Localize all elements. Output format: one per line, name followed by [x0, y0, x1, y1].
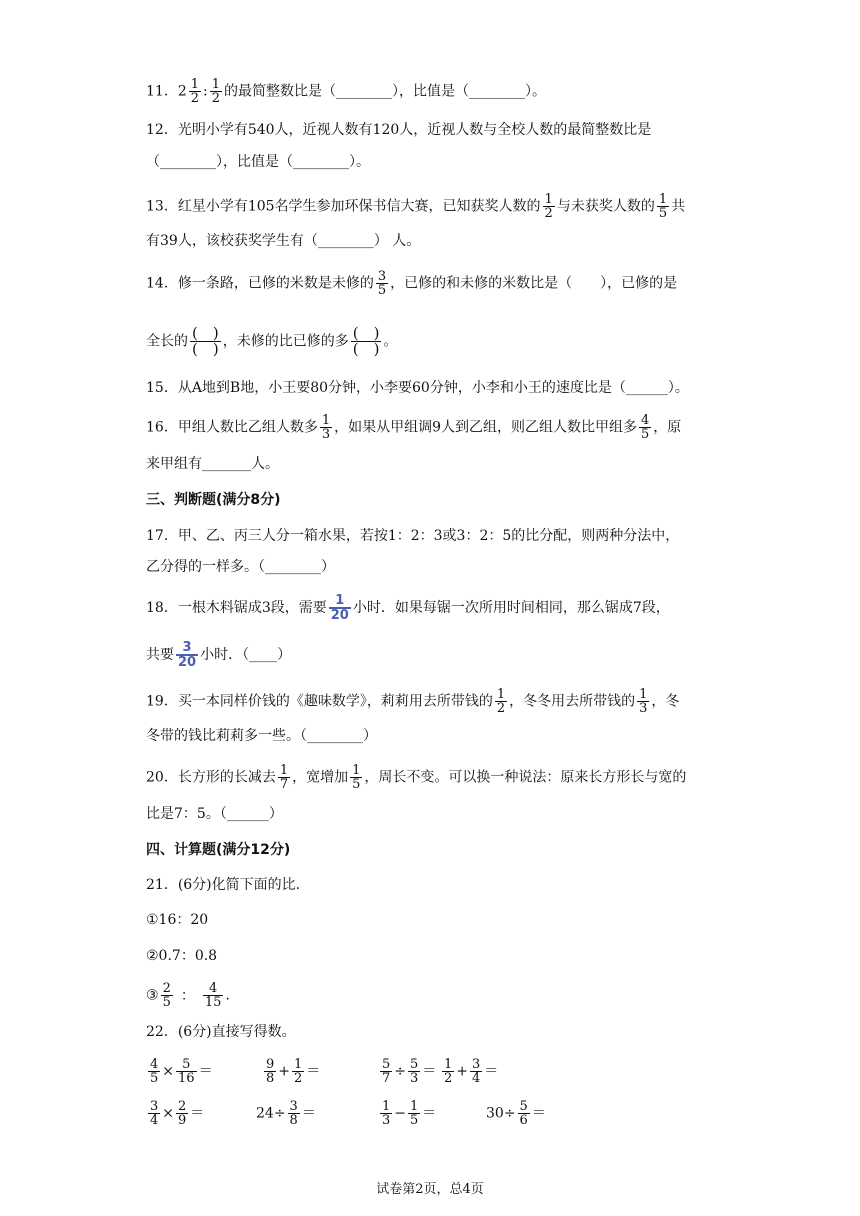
question-22-title: 22．(6分)直接写得数。	[146, 1024, 296, 1040]
calc-item: 30÷ $\frac{5}{6}$ ＝	[486, 1099, 546, 1128]
question-16-line2: 来甲组有_______人。	[146, 456, 279, 472]
question-21-title: 21．(6分)化简下面的比.	[146, 877, 301, 893]
question-17-line2: 乙分得的一样多。（________）	[146, 559, 335, 575]
fraction: $\frac{1}{3}$	[639, 687, 648, 716]
fraction: $\frac{4}{15}$	[204, 981, 222, 1010]
question-13-line1: 13．红星小学有105名学生参加环保书信大赛，已知获奖人数的 $\frac{1}{2}$ 与未获奖人数的 $\frac{1}{5}$ 共	[146, 192, 686, 221]
fraction: $\frac{1}{2}$	[211, 77, 221, 106]
question-12-line2: （________），比值是（________）。	[146, 154, 370, 170]
question-17-line1: 17．甲、乙、丙三人分一箱水果，若按1：2：3或3：2：5的比分配，则两种分法中，	[146, 528, 680, 544]
fraction-image: $\frac{3}{20}$	[178, 640, 197, 670]
blank-fraction: $\frac{( )}{( )}$	[352, 324, 380, 358]
mixed-number-whole: 2	[177, 83, 187, 100]
section-heading-calculation: 四、计算题(满分12分)	[146, 842, 291, 858]
question-18-line2: 共要 $\frac{3}{20}$ 小时．（____）	[146, 640, 292, 670]
calc-item: 24÷ $\frac{3}{8}$ ＝	[256, 1099, 316, 1128]
question-19-line2: 冬带的钱比莉莉多一些。（________）	[146, 728, 377, 744]
page-footer: 试卷第2页，总4页	[376, 1182, 484, 1197]
fraction: $\frac{1}{7}$	[279, 763, 289, 792]
question-21-item3: ③ $\frac{2}{5}$ ： $\frac{4}{15}$ .	[146, 981, 230, 1010]
fraction-image: $\frac{1}{20}$	[330, 593, 349, 623]
fraction: $\frac{3}{5}$	[377, 269, 387, 298]
calc-item: $\frac{4}{5}$ × $\frac{5}{16}$ ＝	[150, 1057, 213, 1086]
question-14-line2: 全长的 $\frac{( )}{( )}$ ，未修的比已修的多 $\frac{( )}{( )}$ 。	[146, 324, 398, 358]
fraction: $\frac{4}{5}$	[641, 413, 650, 442]
calc-item: $\frac{3}{4}$ × $\frac{2}{9}$ ＝	[150, 1099, 205, 1128]
question-21-item1: ①16：20	[146, 912, 209, 928]
section-heading-judgement: 三、判断题(满分8分)	[146, 492, 281, 508]
fraction: $\frac{1}{2}$	[544, 192, 553, 221]
question-21-item2: ②0.7：0.8	[146, 948, 218, 964]
calc-item: $\frac{5}{7}$ ÷ $\frac{5}{3}$ ＝	[382, 1057, 437, 1086]
question-number: 11．	[146, 83, 178, 100]
question-11: 11．2 $\frac{1}{2}$ : $\frac{1}{2}$ 的最简整数比是（________），比值是（________）。	[146, 77, 547, 106]
question-19-line1: 19．买一本同样价钱的《趣味数学》，莉莉用去所带钱的 $\frac{1}{2}$ ，冬冬用去所带钱的 $\frac{1}{3}$ ，冬	[146, 687, 680, 716]
fraction: $\frac{1}{5}$	[352, 763, 361, 792]
question-18-line1: 18．一根木料锯成3段，需要 $\frac{1}{20}$ 小时．如果每锯一次所用时间相同，那么锯成7段，	[146, 593, 670, 623]
question-12-line1: 12．光明小学有540人，近视人数有120人，近视人数与全校人数的最简整数比是	[146, 122, 652, 138]
fraction: $\frac{1}{3}$	[321, 413, 331, 442]
fraction: $\frac{1}{2}$	[496, 687, 506, 716]
fraction: $\frac{2}{5}$	[162, 981, 171, 1010]
question-16-line1: 16．甲组人数比乙组人数多 $\frac{1}{3}$ ，如果从甲组调9人到乙组，则乙组人数比甲组多 $\frac{4}{5}$ ，原	[146, 413, 682, 442]
question-13-line2: 有39人，该校获奖学生有（________） 人。	[146, 233, 421, 249]
fraction: $\frac{1}{2}$	[190, 77, 200, 106]
calc-item: $\frac{1}{3}$ − $\frac{1}{5}$ ＝	[382, 1099, 437, 1128]
calc-item: $\frac{1}{2}$ + $\frac{3}{4}$ ＝	[444, 1057, 499, 1086]
question-14-line1: 14．修一条路，已修的米数是未修的 $\frac{3}{5}$ ，已修的和未修的米数比是（ ），已修的是	[146, 269, 678, 298]
fraction: $\frac{1}{5}$	[658, 192, 668, 221]
question-text: 的最简整数比是（________），比值是（________）。	[224, 83, 547, 100]
question-15: 15．从A地到B地，小王要80分钟，小李要60分钟，小李和小王的速度比是（______）。	[146, 380, 689, 396]
blank-fraction: $\frac{( )}{( )}$	[192, 324, 219, 358]
question-20-line2: 比是7：5。（______）	[146, 806, 283, 822]
calc-item: $\frac{9}{8}$ + $\frac{1}{2}$ ＝	[266, 1057, 321, 1086]
question-20-line1: 20．长方形的长减去 $\frac{1}{7}$ ，宽增加 $\frac{1}{5}$ ，周长不变。可以换一种说法：原来长方形长与宽的	[146, 763, 687, 792]
